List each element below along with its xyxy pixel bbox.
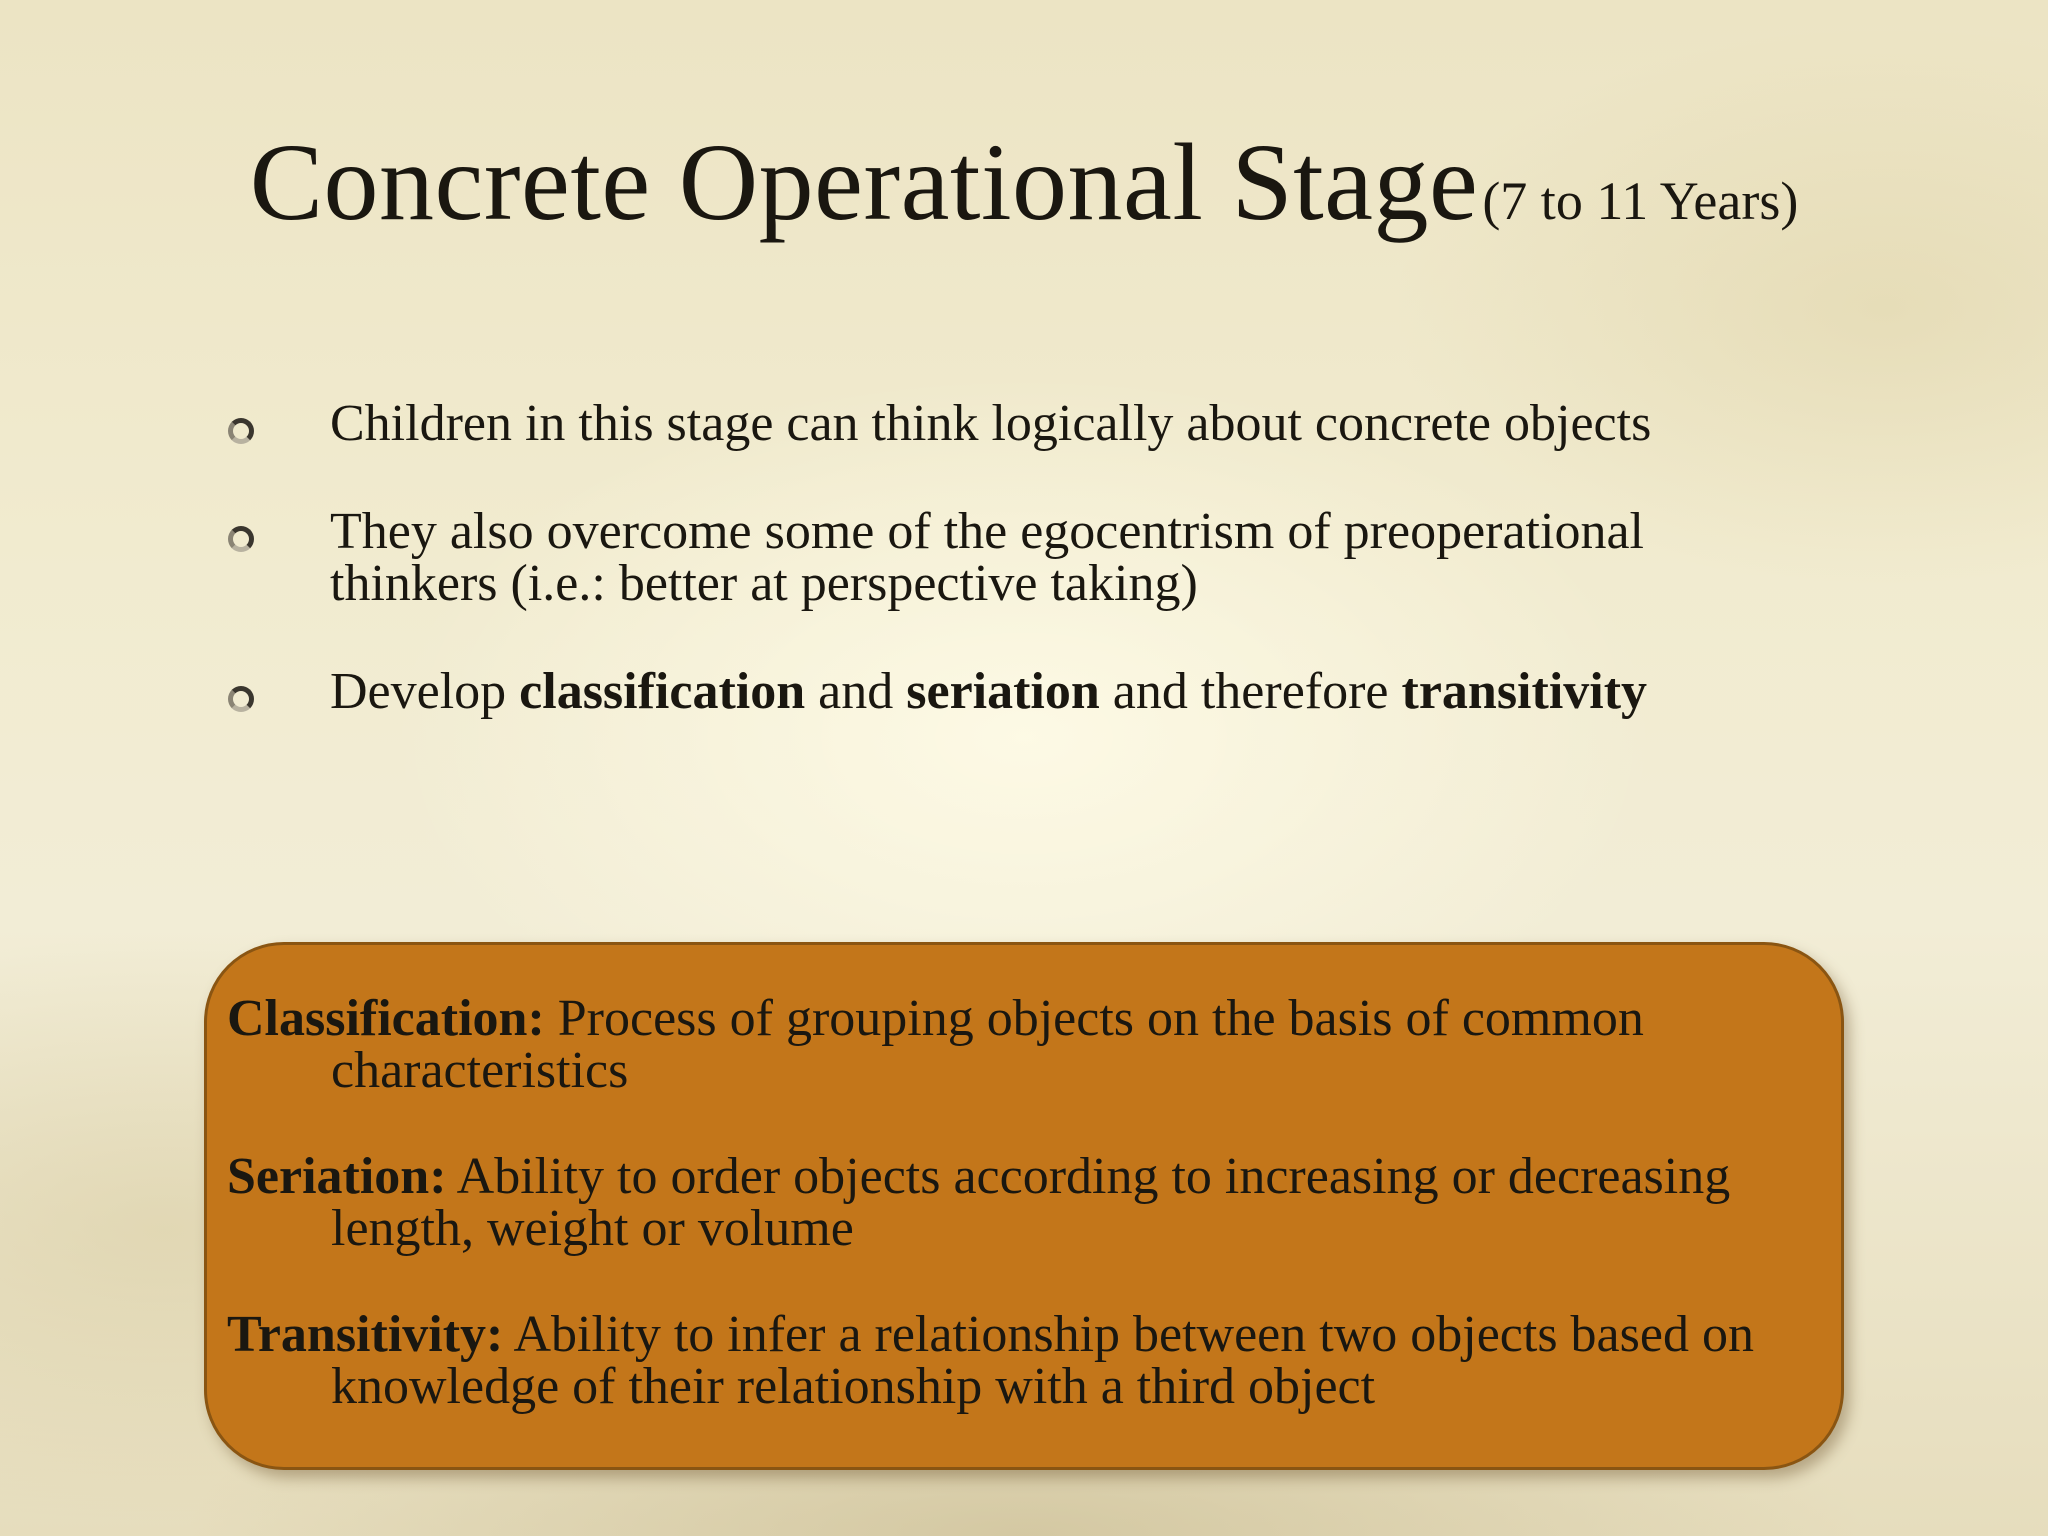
keyword-classification: classification (519, 663, 806, 720)
definition-term: Classification: (227, 990, 545, 1047)
definitions-box (204, 942, 1844, 1470)
keyword-transitivity: transitivity (1401, 663, 1648, 720)
circle-bullet-icon (228, 418, 254, 444)
definition-transitivity (227, 1306, 1801, 1415)
slide-title (200, 118, 1848, 248)
bullet-text: Develop (330, 663, 520, 720)
bullet-item (224, 395, 1784, 452)
circle-bullet-icon (228, 686, 254, 712)
bullet-item (224, 663, 1784, 720)
definition-term: Transitivity: (227, 1306, 504, 1363)
definition-term: Seriation: (227, 1148, 447, 1205)
title-age-range: (7 to 11 Years) (1482, 171, 1799, 231)
definition-text: Ability to order objects according to increasing or decreasing length, weight or volume (331, 1148, 1731, 1257)
definition-text: Process of grouping objects on the basis of common characteristics (331, 990, 1644, 1099)
definition-seriation (227, 1148, 1801, 1257)
bullet-text: Children in this stage can think logically about concrete objects (330, 395, 1652, 452)
keyword-seriation: seriation (906, 663, 1100, 720)
definition-text: Ability to infer a relationship between two objects based on knowledge of their relationship with a third object (331, 1306, 1754, 1415)
bullet-text: and therefore (1099, 663, 1402, 720)
bullet-item (224, 503, 1784, 612)
bullet-text: and (805, 663, 907, 720)
bullet-text: They also overcome some of the egocentrism of preoperational thinkers (i.e.: better at perspective taking) (330, 503, 1644, 612)
definition-classification (227, 990, 1801, 1099)
title-main: Concrete Operational Stage (249, 121, 1479, 243)
circle-bullet-icon (228, 526, 254, 552)
bullet-list (224, 395, 1784, 774)
